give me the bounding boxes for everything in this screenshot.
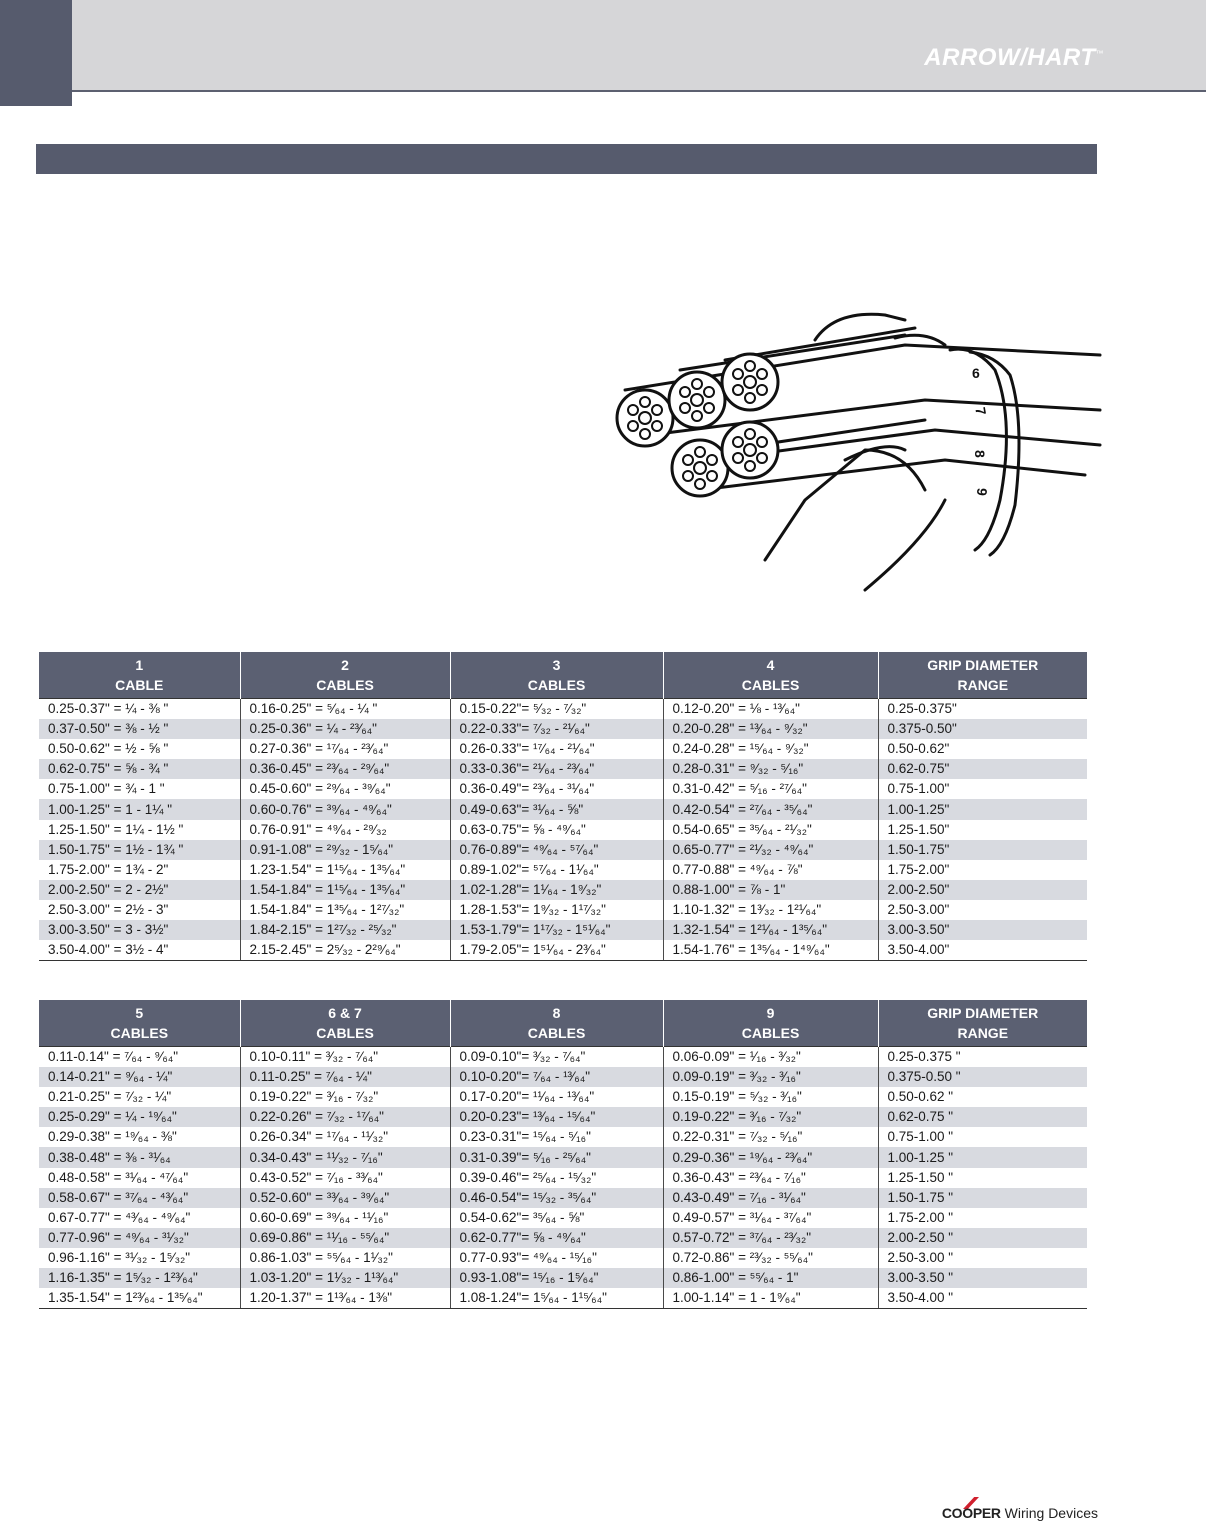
table-cell: 0.36-0.43" = ²³⁄₆₄ - ⁷⁄₁₆" [663,1168,878,1188]
cable-grip-measurement-illustration [605,300,1105,600]
table-cell: 0.43-0.52" = ⁷⁄₁₆ - ³³⁄₆₄" [240,1168,450,1188]
table-cell: 0.22-0.33"= ⁷⁄₃₂ - ²¹⁄₆₄" [450,719,663,739]
table-cell: 0.76-0.91" = ⁴⁹⁄₆₄ - ²⁹⁄₃₂ [240,820,450,840]
table-cell: 0.12-0.20" = ⅛ - ¹³⁄₆₄" [663,699,878,720]
table-cell: 2.50-3.00" = 2½ - 3" [48,901,169,917]
column-header-label: CABLES [527,1025,586,1041]
table-cell: 0.50-0.62" = ½ - ⅝ " [48,741,169,757]
column-header-label: CABLE [115,677,164,693]
table-cell: 3.00-3.50 " [878,1268,1087,1288]
table-cell: 0.75-1.00" = ¾ - 1 " [48,781,165,797]
table-cell: 0.58-0.67" = ³⁷⁄₆₄ - ⁴³⁄₆₄" [39,1188,240,1208]
table-row [39,1208,1087,1228]
table-cell: 0.72-0.86" = ²³⁄₃₂ - ⁵⁵⁄₆₄" [663,1248,878,1268]
table-cell: 0.48-0.58" = ³¹⁄₆₄ - ⁴⁷⁄₆₄" [48,1169,189,1185]
table-cell: 0.27-0.36" = ¹⁷⁄₆₄ - ²³⁄₆₄" [240,739,450,759]
column-header-number: 8 [552,1005,561,1021]
table-cell: 0.14-0.21" = ⁹⁄₆₄ - ¼" [39,1067,240,1087]
table-cell: 1.00-1.25 " [878,1147,1087,1167]
table-cell: 0.60-0.76" = ³⁹⁄₆₄ - ⁴⁹⁄₆₄" [240,799,450,819]
table-cell: 1.75-2.00" [878,860,1087,880]
table-row [39,1107,1087,1127]
table-cell: 0.96-1.16" = ³¹⁄₃₂ - 1⁵⁄₃₂" [48,1249,191,1265]
table-cell: 0.88-1.00" = ⅞ - 1" [663,880,878,900]
table-cell: 0.43-0.49" = ⁷⁄₁₆ - ³¹⁄₆₄" [663,1188,878,1208]
table-row [39,1188,1087,1208]
table-cell: 0.39-0.46"= ²⁵⁄₆₄ - ¹⁵⁄₃₂" [450,1168,663,1188]
column-header [663,652,878,699]
table-cell: 0.06-0.09" = ¹⁄₁₆ - ³⁄₃₂" [663,1047,878,1068]
table-cell: 1.25-1.50 " [878,1168,1087,1188]
table-cell: 0.36-0.49"= ²³⁄₆₄ - ³¹⁄₆₄" [450,779,663,799]
column-header-label: CABLES [741,1025,800,1041]
table-cell: 0.54-0.65" = ³⁵⁄₆₄ - ²¹⁄₃₂" [663,820,878,840]
column-header-number: 1 [135,657,144,673]
table-row [39,799,1087,819]
column-header-label: CABLES [741,677,800,693]
table-cell: 0.19-0.22" = ³⁄₁₆ - ⁷⁄₃₂" [240,1087,450,1107]
table-cell: 0.69-0.86" = ¹¹⁄₁₆ - ⁵⁵⁄₆₄" [240,1228,450,1248]
table-row [39,1087,1087,1107]
table-cell: 0.60-0.69" = ³⁹⁄₆₄ - ¹¹⁄₁₆" [240,1208,450,1228]
table-cell: 0.34-0.43" = ¹¹⁄₃₂ - ⁷⁄₁₆" [240,1147,450,1167]
table-row [39,1288,1087,1309]
table-cell: 1.84-2.15" = 1²⁷⁄₃₂ - ²⁵⁄₃₂" [240,920,450,940]
table-cell: 1.75-2.00 " [878,1208,1087,1228]
arrow-hart-logo: ARROW/HART™ [924,44,1104,71]
table-cell: 0.86-1.03" = ⁵⁵⁄₆₄ - 1¹⁄₃₂" [240,1248,450,1268]
svg-text:7: 7 [972,405,990,417]
table-cell: 1.00-1.14" = 1 - 1⁹⁄₆₄" [663,1288,878,1309]
table-cell: 0.375-0.50" [878,719,1087,739]
header-tab [0,0,72,106]
table-cell: 0.09-0.10"= ³⁄₃₂ - ⁷⁄₆₄" [450,1047,663,1068]
table-cell: 0.46-0.54"= ¹⁵⁄₃₂ - ³⁵⁄₆₄" [450,1188,663,1208]
svg-text:9: 9 [973,487,991,497]
table-cell: 3.50-4.00" [878,940,1087,961]
table-cell: 0.42-0.54" = ²⁷⁄₆₄ - ³⁵⁄₆₄" [663,799,878,819]
table-cell: 1.10-1.32" = 1³⁄₃₂ - 1²¹⁄₆₄" [663,900,878,920]
table-cell: 0.38-0.48" = ⅜ - ³¹⁄₆₄ [39,1147,240,1167]
table-cell: 2.50-3.00" [878,900,1087,920]
column-header-number: GRIP DIAMETER [927,657,1039,673]
table-cell: 0.36-0.45" = ²³⁄₆₄ - ²⁹⁄₆₄" [240,759,450,779]
table-cell: 1.54-1.84" = 1¹⁵⁄₆₄ - 1³⁵⁄₆₄" [240,880,450,900]
table-cell: 0.25-0.37" = ¼ - ⅜ " [39,699,240,720]
table-cell: 1.79-2.05"= 1⁵¹⁄₆₄ - 2³⁄₆₄" [450,940,663,961]
table-cell: 1.75-2.00" = 1¾ - 2" [48,861,169,877]
grip-table-5-9-cables [39,1000,1087,1309]
table-cell: 0.25-0.375" [878,699,1087,720]
table-cell: 0.62-0.75 " [878,1107,1087,1127]
table-cell: 0.86-1.00" = ⁵⁵⁄₆₄ - 1" [663,1268,878,1288]
table-row [39,1127,1087,1147]
table-cell: 0.67-0.77" = ⁴³⁄₆₄ - ⁴⁹⁄₆₄" [48,1209,191,1225]
column-header-label: RANGE [957,1025,1009,1041]
table-cell: 0.49-0.57" = ³¹⁄₆₄ - ³⁷⁄₆₄" [663,1208,878,1228]
table-cell: 0.375-0.50 " [878,1067,1087,1087]
table-cell: 3.00-3.50" = 3 - 3½" [39,920,240,940]
table-cell: 0.10-0.11" = ³⁄₃₂ - ⁷⁄₆₄" [240,1047,450,1068]
table-cell: 0.22-0.31" = ⁷⁄₃₂ - ⁵⁄₁₆" [663,1127,878,1147]
table-row [39,1147,1087,1167]
table-cell: 0.16-0.25" = ⁵⁄₆₄ - ¼ " [240,699,450,720]
table-row [39,1168,1087,1188]
table-cell: 0.25-0.29" = ¼ - ¹⁹⁄₆₄" [39,1107,240,1127]
table-cell: 0.09-0.19" = ³⁄₃₂ - ³⁄₁₆" [663,1067,878,1087]
table-cell: 1.50-1.75" = 1½ - 1¾ " [39,840,240,860]
table-cell: 0.62-0.77"= ⅝ - ⁴⁹⁄₆₄" [450,1228,663,1248]
table-cell: 1.28-1.53"= 1⁹⁄₃₂ - 1¹⁷⁄₃₂" [450,900,663,920]
column-header-label: CABLES [316,1025,374,1041]
table-cell: 1.53-1.79"= 1¹⁷⁄₃₂ - 1⁵¹⁄₆₄" [450,920,663,940]
table-cell: 0.26-0.33"= ¹⁷⁄₆₄ - ²¹⁄₆₄" [450,739,663,759]
table-cell: 0.57-0.72" = ³⁷⁄₆₄ - ²³⁄₃₂" [663,1228,878,1248]
table-row [39,900,1087,920]
table-row [39,759,1087,779]
column-header-number: 9 [766,1005,775,1021]
table-row [39,840,1087,860]
table-cell: 0.22-0.26" = ⁷⁄₃₂ - ¹⁷⁄₆₄" [240,1107,450,1127]
column-header [39,1000,240,1047]
table-row [39,699,1087,720]
table-cell: 0.75-1.00" [878,779,1087,799]
table-cell: 0.24-0.28" = ¹⁵⁄₆₄ - ⁹⁄₃₂" [663,739,878,759]
table-cell: 0.91-1.08" = ²⁹⁄₃₂ - 1⁵⁄₆₄" [240,840,450,860]
table-row [39,820,1087,840]
table-row [39,739,1087,759]
column-header-label: CABLES [110,1025,169,1041]
table-cell: 0.50-0.62 " [878,1087,1087,1107]
table-cell: 0.15-0.22"= ⁵⁄₃₂ - ⁷⁄₃₂" [450,699,663,720]
table-cell: 0.77-0.93"= ⁴⁹⁄₆₄ - ¹⁵⁄₁₆" [450,1248,663,1268]
table-row [39,1047,1087,1068]
table-cell: 0.62-0.75" = ⅝ - ¾ " [39,759,240,779]
column-header [240,1000,450,1047]
table-cell: 0.10-0.20"= ⁷⁄₆₄ - ¹³⁄₆₄" [450,1067,663,1087]
table-cell: 0.65-0.77" = ²¹⁄₃₂ - ⁴⁹⁄₆₄" [663,840,878,860]
table-cell: 0.31-0.39"= ⁵⁄₁₆ - ²⁵⁄₆₄" [450,1147,663,1167]
column-header-number: 2 [341,657,349,673]
column-header-label: RANGE [957,677,1009,693]
table-cell: 1.08-1.24"= 1⁵⁄₆₄ - 1¹⁵⁄₆₄" [450,1288,663,1309]
table-cell: 1.20-1.37" = 1¹³⁄₆₄ - 1⅜" [240,1288,450,1309]
table-cell: 2.00-2.50" [878,880,1087,900]
table-cell: 0.19-0.22" = ³⁄₁₆ - ⁷⁄₃₂" [663,1107,878,1127]
table-cell: 3.50-4.00 " [878,1288,1087,1309]
table-cell: 0.77-0.88" = ⁴⁹⁄₆₄ - ⅞" [663,860,878,880]
table-cell: 0.21-0.25" = ⁷⁄₃₂ - ¼" [48,1089,172,1105]
svg-text:6: 6 [972,365,980,381]
table-cell: 0.31-0.42" = ⁵⁄₁₆ - ²⁷⁄₆₄" [663,779,878,799]
table-cell: 0.62-0.75" [878,759,1087,779]
column-header [878,1000,1087,1047]
table-cell: 1.03-1.20" = 1¹⁄₃₂ - 1¹³⁄₆₄" [240,1268,450,1288]
table-cell: 0.11-0.25" = ⁷⁄₆₄ - ¼" [240,1067,450,1087]
table-cell: 1.54-1.84" = 1³⁵⁄₆₄ - 1²⁷⁄₃₂" [240,900,450,920]
table-row [39,1067,1087,1087]
column-header-label: CABLES [316,677,374,693]
table-cell: 2.00-2.50 " [878,1228,1087,1248]
table-row [39,1248,1087,1268]
table-cell: 1.32-1.54" = 1²¹⁄₆₄ - 1³⁵⁄₆₄" [663,920,878,940]
section-title-bar [36,144,1097,174]
table-cell: 1.54-1.76" = 1³⁵⁄₆₄ - 1⁴⁹⁄₆₄" [663,940,878,961]
table-cell: 1.16-1.35" = 1⁵⁄₃₂ - 1²³⁄₆₄" [39,1268,240,1288]
table-row [39,920,1087,940]
table-cell: 1.25-1.50" = 1¼ - 1½ " [48,821,184,837]
column-header-number: 5 [135,1005,144,1021]
table-cell: 1.35-1.54" = 1²³⁄₆₄ - 1³⁵⁄₆₄" [39,1288,240,1309]
table-row [39,779,1087,799]
table-cell: 1.23-1.54" = 1¹⁵⁄₆₄ - 1³⁵⁄₆₄" [240,860,450,880]
column-header-label: CABLES [527,677,586,693]
table-cell: 0.76-0.89"= ⁴⁹⁄₆₄ - ⁵⁷⁄₆₄" [450,840,663,860]
column-header-number: 6 & 7 [328,1005,362,1021]
column-header [39,652,240,699]
table-cell: 0.45-0.60" = ²⁹⁄₆₄ - ³⁹⁄₆₄" [240,779,450,799]
table-row [39,940,1087,961]
table-cell: 0.50-0.62" [878,739,1087,759]
column-header [663,1000,878,1047]
table-header-row [39,652,1087,699]
table-row [39,1228,1087,1248]
column-header [450,652,663,699]
cooper-wiring-devices-logo: COOPER Wiring Devices [941,1505,1098,1521]
table-row [39,880,1087,900]
table-cell: 0.75-1.00 " [878,1127,1087,1147]
table-cell: 0.26-0.34" = ¹⁷⁄₆₄ - ¹¹⁄₃₂" [240,1127,450,1147]
table-row [39,860,1087,880]
svg-text:8: 8 [972,450,988,458]
column-header [878,652,1087,699]
column-header [450,1000,663,1047]
column-header-number: GRIP DIAMETER [927,1005,1039,1021]
table-cell: 0.49-0.63"= ³¹⁄₆₄ - ⅝" [450,799,663,819]
table-cell: 0.33-0.36"= ²¹⁄₆₄ - ²³⁄₆₄" [450,759,663,779]
table-cell: 0.15-0.19" = ⁵⁄₃₂ - ³⁄₁₆" [663,1087,878,1107]
table-cell: 1.25-1.50" [878,820,1087,840]
table-cell: 3.00-3.50" [878,920,1087,940]
table-cell: 0.25-0.36" = ¼ - ²³⁄₆₄" [240,719,450,739]
table-cell: 0.29-0.36" = ¹⁹⁄₆₄ - ²³⁄₆₄" [663,1147,878,1167]
table-cell: 0.17-0.20"= ¹¹⁄₆₄ - ¹³⁄₆₄" [450,1087,663,1107]
table-row [39,719,1087,739]
column-header-number: 3 [552,657,561,673]
table-cell: 0.29-0.38" = ¹⁹⁄₆₄ - ⅜" [48,1129,177,1145]
table-cell: 1.50-1.75 " [878,1188,1087,1208]
column-header-number: 4 [766,657,775,673]
table-cell: 0.54-0.62"= ³⁵⁄₆₄ - ⅝" [450,1208,663,1228]
table-cell: 0.20-0.23"= ¹³⁄₆₄ - ¹⁵⁄₆₄" [450,1107,663,1127]
table-cell: 0.20-0.28" = ¹³⁄₆₄ - ⁹⁄₃₂" [663,719,878,739]
table-cell: 0.63-0.75"= ⅝ - ⁴⁹⁄₆₄" [450,820,663,840]
table-cell: 2.00-2.50" = 2 - 2½" [39,880,240,900]
table-cell: 1.02-1.28"= 1¹⁄₆₄ - 1⁹⁄₃₂" [450,880,663,900]
table-row [39,1268,1087,1288]
table-cell: 0.23-0.31"= ¹⁵⁄₆₄ - ⁵⁄₁₆" [450,1127,663,1147]
table-cell: 1.50-1.75" [878,840,1087,860]
table-cell: 0.28-0.31" = ⁹⁄₃₂ - ⁵⁄₁₆" [663,759,878,779]
table-cell: 0.77-0.96" = ⁴⁹⁄₆₄ - ³¹⁄₃₂" [39,1228,240,1248]
grip-table-1-4-cables [39,652,1087,961]
column-header [240,652,450,699]
table-cell: 0.37-0.50" = ⅜ - ½ " [39,719,240,739]
table-cell: 0.93-1.08"= ¹⁵⁄₁₆ - 1⁵⁄₆₄" [450,1268,663,1288]
table-cell: 0.89-1.02"= ⁵⁷⁄₆₄ - 1¹⁄₆₄" [450,860,663,880]
table-cell: 2.50-3.00 " [878,1248,1087,1268]
table-cell: 0.25-0.375 " [878,1047,1087,1068]
table-cell: 3.50-4.00" = 3½ - 4" [39,940,240,961]
table-cell: 1.00-1.25" = 1 - 1¼ " [39,799,240,819]
table-cell: 1.00-1.25" [878,799,1087,819]
table-cell: 2.15-2.45" = 2⁵⁄₃₂ - 2²⁹⁄₆₄" [240,940,450,961]
table-cell: 0.11-0.14" = ⁷⁄₆₄ - ⁹⁄₆₄" [39,1047,240,1068]
table-cell: 0.52-0.60" = ³³⁄₆₄ - ³⁹⁄₆₄" [240,1188,450,1208]
table-header-row [39,1000,1087,1047]
